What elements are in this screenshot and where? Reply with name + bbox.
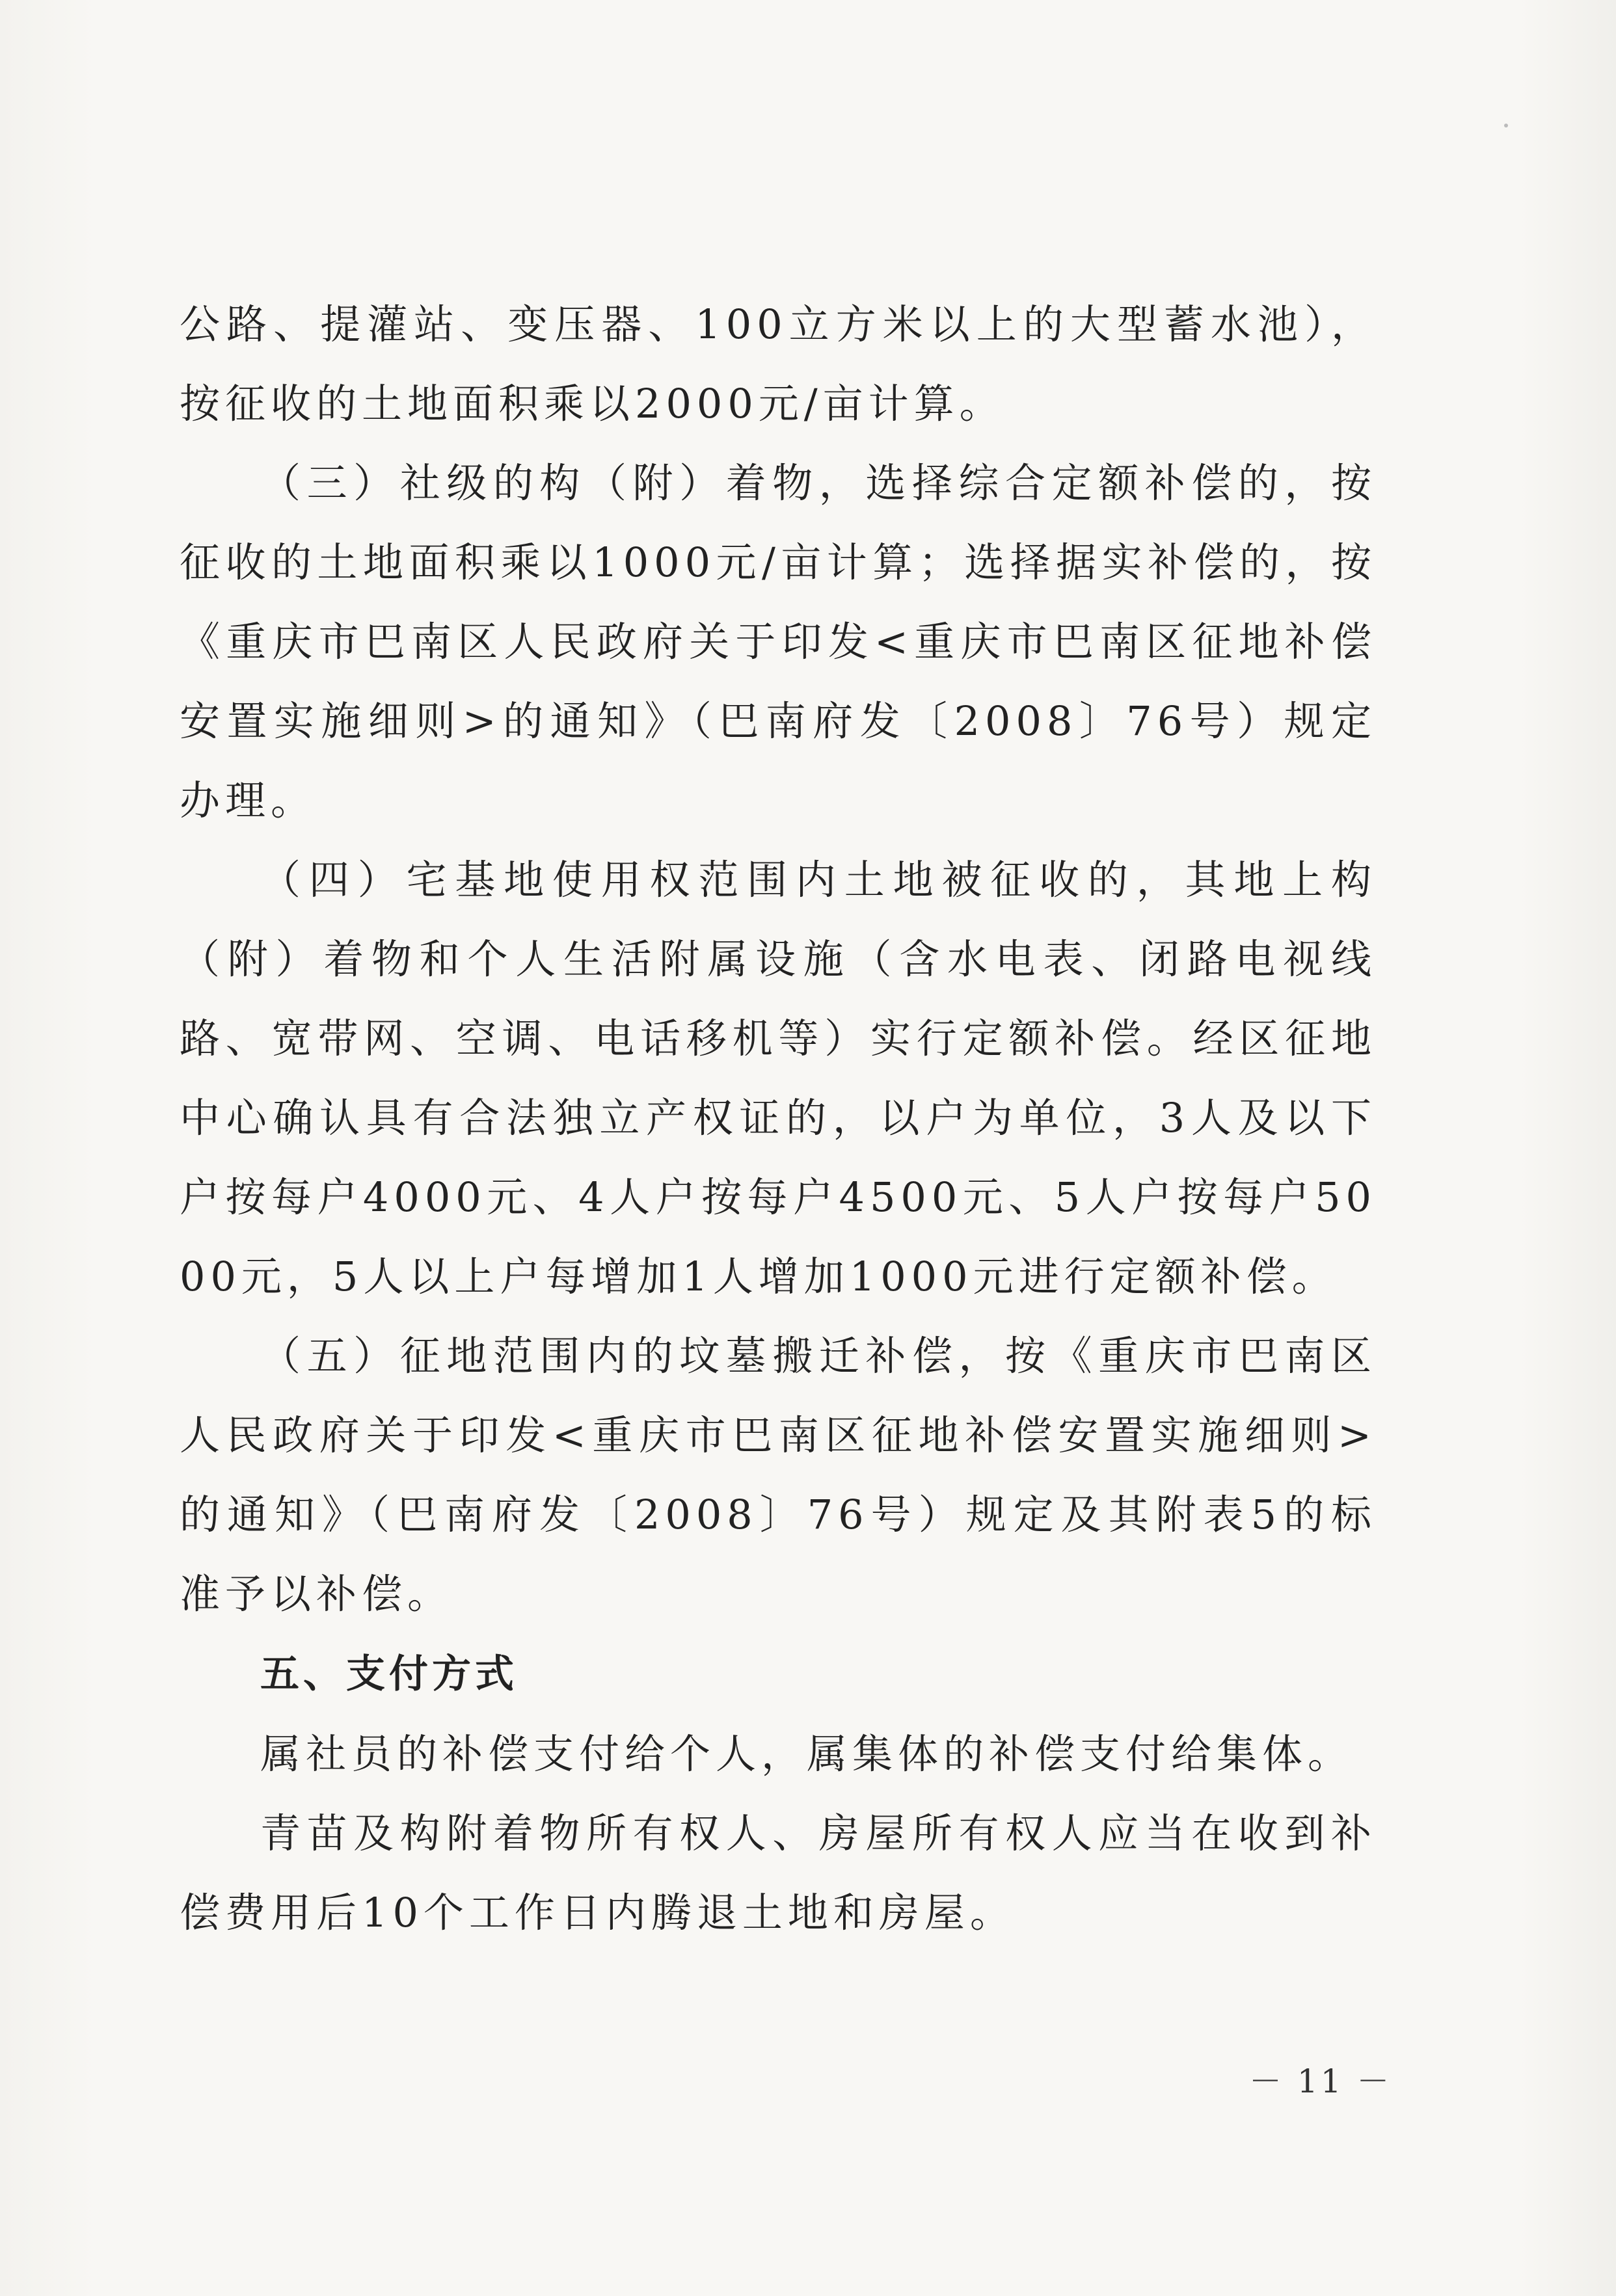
payment-paragraph-1: 属社员的补偿支付给个人，属集体的补偿支付给集体。 xyxy=(260,1730,1354,1778)
payment-paragraph-2: 青苗及构附着物所有权人、房屋所有权人应当在收到补偿费用后10个工作日内腾退土地和房屋。 xyxy=(180,1809,1377,1936)
paragraph-continued: 公路、提灌站、变压器、100立方米以上的大型蓄水池），按征收的土地面积乘以2000元/亩计算。 xyxy=(180,300,1377,427)
paragraph-item-5: （五）征地范围内的坟墓搬迁补偿，按《重庆市巴南区人民政府关于印发<重庆市巴南区征地补偿安置实施细则>的通知》（巴南府发〔2008〕76号）规定及其附表5的标准予以补偿。 xyxy=(180,1332,1377,1618)
scan-speck xyxy=(1504,124,1508,127)
section-heading: 五、支付方式 xyxy=(260,1651,518,1697)
page-number: － 11 － xyxy=(1249,2062,1392,2100)
paragraph-item-4: （四）宅基地使用权范围内土地被征收的，其地上构（附）着物和个人生活附属设施（含水电表、闭路电视线路、宽带网、空调、电话移机等）实行定额补偿。经区征地中心确认具有合法独立产权证的，以户为单位，3人及以下户按每户4000元、4人户按每户4500元、5人户按每户5000元，5人以上户每增加1人增加1000元进行定额补偿。 xyxy=(180,856,1377,1300)
document-body xyxy=(180,285,1377,1953)
paragraph-item-3: （三）社级的构（附）着物，选择综合定额补偿的，按征收的土地面积乘以1000元/亩计算；选择据实补偿的，按《重庆市巴南区人民政府关于印发<重庆市巴南区征地补偿安置实施细则>的通知》（巴南府发〔2008〕76号）规定办理。 xyxy=(180,459,1377,824)
